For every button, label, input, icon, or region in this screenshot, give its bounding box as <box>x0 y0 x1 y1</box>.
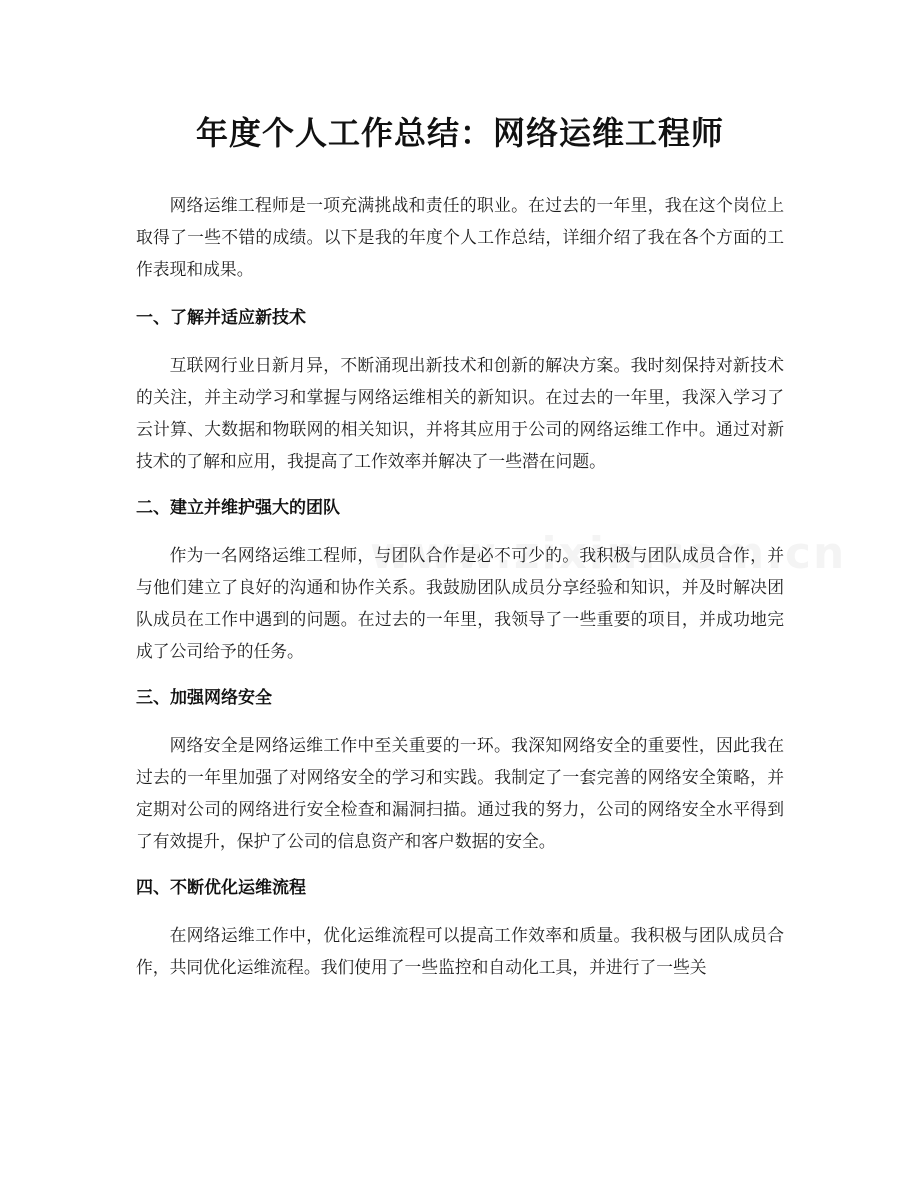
section-heading-1: 一、了解并适应新技术 <box>136 308 306 328</box>
section-heading-3: 三、加强网络安全 <box>136 688 272 708</box>
section-body-3: 网络安全是网络运维工作中至关重要的一环。我深知网络安全的重要性，因此我在过去的一年里加强了对网络安全的学习和实践。我制定了一套完善的网络安全策略，并定期对公司的网络进行安全检查和漏洞扫描。通过我的努力，公司的网络安全水平得到了有效提升，保护了公司的信息资产和客户数据的安全。 <box>136 735 784 851</box>
document-title: 年度个人工作总结：网络运维工程师 <box>195 114 724 152</box>
section-body-2: 作为一名网络运维工程师，与团队合作是必不可少的。我积极与团队成员合作，并与他们建立了良好的沟通和协作关系。我鼓励团队成员分享经验和知识，并及时解决团队成员在工作中遇到的问题。在过去的一年里，我领导了一些重要的项目，并成功地完成了公司给予的任务。 <box>136 545 784 661</box>
intro-paragraph: 网络运维工程师是一项充满挑战和责任的职业。在过去的一年里，我在这个岗位上取得了一些不错的成绩。以下是我的年度个人工作总结，详细介绍了我在各个方面的工作表现和成果。 <box>136 195 784 279</box>
section-heading-2: 二、建立并维护强大的团队 <box>136 498 340 518</box>
section-heading-4: 四、不断优化运维流程 <box>136 878 306 898</box>
section-body-4: 在网络运维工作中，优化运维流程可以提高工作效率和质量。我积极与团队成员合作，共同优化运维流程。我们使用了一些监控和自动化工具，并进行了一些关 <box>136 925 784 977</box>
section-body-1: 互联网行业日新月异，不断涌现出新技术和创新的解决方案。我时刻保持对新技术的关注，并主动学习和掌握与网络运维相关的新知识。在过去的一年里，我深入学习了云计算、大数据和物联网的相关知识，并将其应用于公司的网络运维工作中。通过对新技术的了解和应用，我提高了工作效率并解决了一些潜在问题。 <box>136 355 784 471</box>
